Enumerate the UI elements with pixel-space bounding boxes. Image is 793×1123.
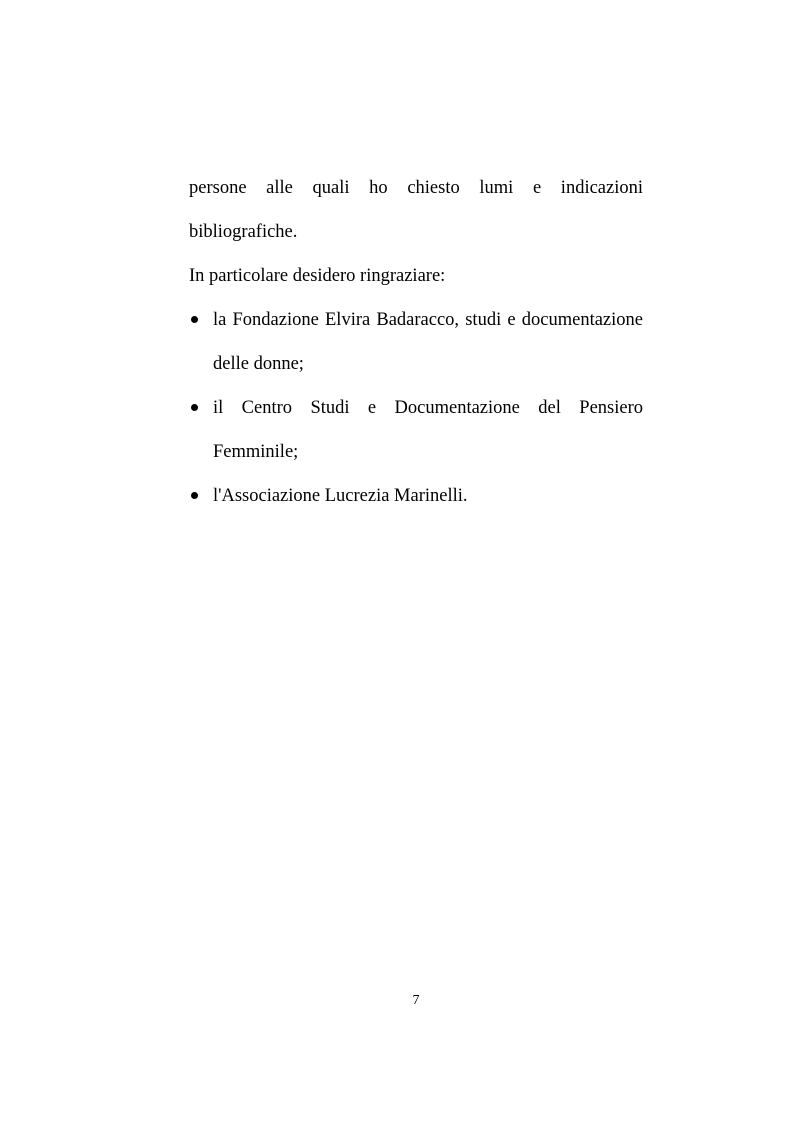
bullet-icon — [191, 404, 198, 411]
bullet-icon — [191, 492, 198, 499]
list-item — [189, 474, 643, 518]
list-item — [189, 298, 643, 386]
page-number: 7 — [412, 993, 420, 1008]
acknowledgement-list — [189, 298, 643, 518]
list-item-line: delle donne; — [213, 354, 304, 374]
body-text — [189, 166, 643, 518]
paragraph-line: persone alle quali ho chiesto lumi e indicazioni — [189, 178, 643, 198]
list-item-line: la Fondazione Elvira Badaracco, studi e documentazione — [213, 310, 643, 330]
list-item-line: Femminile; — [213, 442, 299, 462]
paragraph-continuation — [189, 166, 643, 254]
list-item — [189, 386, 643, 474]
list-item-line: l'Associazione Lucrezia Marinelli. — [213, 486, 468, 506]
paragraph-intro: In particolare desidero ringraziare: — [189, 266, 446, 286]
bullet-icon — [191, 316, 198, 323]
list-item-line: il Centro Studi e Documentazione del Pensiero — [213, 398, 643, 418]
paragraph-line: bibliografiche. — [189, 222, 298, 242]
